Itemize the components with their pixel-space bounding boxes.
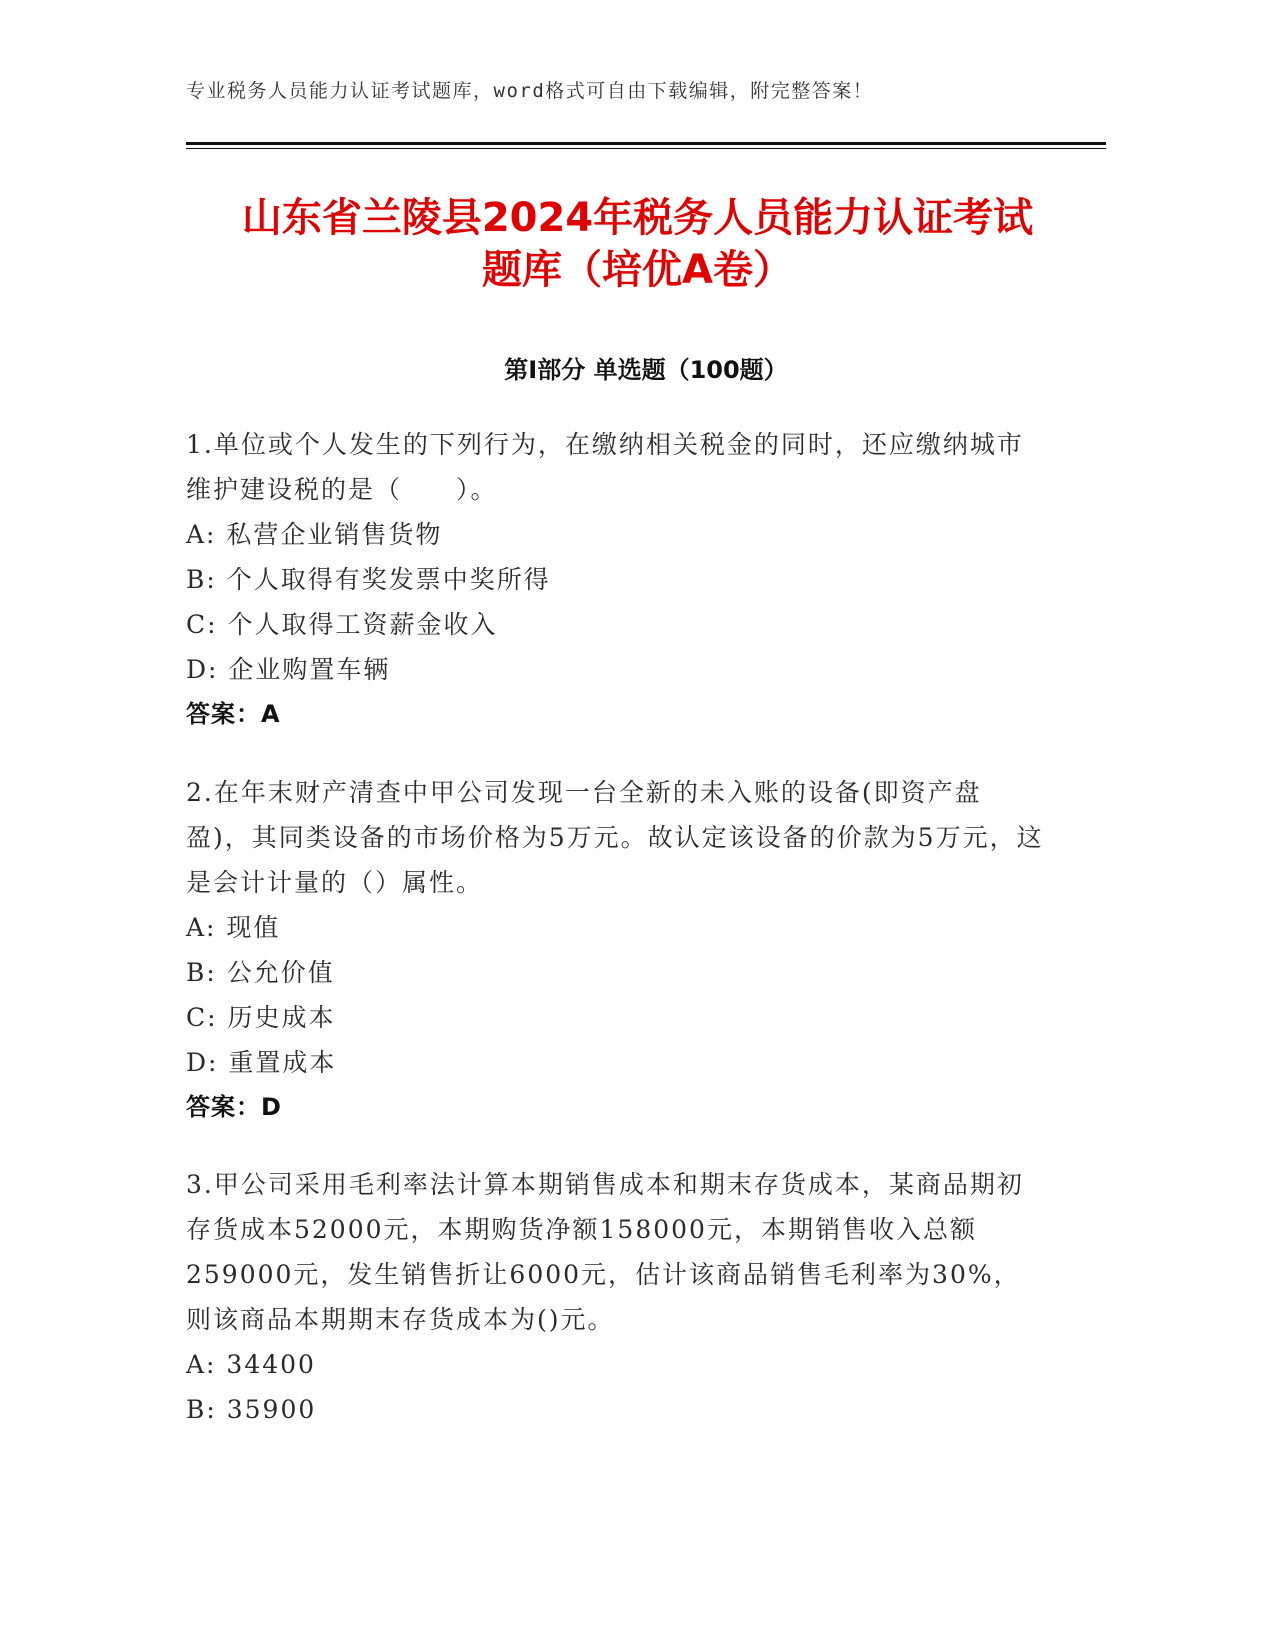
question-text: 3.甲公司采用毛利率法计算本期销售成本和期末存货成本，某商品期初存货成本52000元，本期购货净额158000元，本期销售收入总额259000元，发生销售折让6000元，估计该商品销售毛利率为30%，则该商品本期期末存货成本为()元。 <box>186 1170 1024 1334</box>
option-b: B: 35900 <box>186 1395 317 1424</box>
option-c: C: 个人取得工资薪金收入 <box>186 610 498 639</box>
option-a: A: 私营企业销售货物 <box>186 520 443 549</box>
option-c: C: 历史成本 <box>186 1003 336 1032</box>
option-d: D: 企业购置车辆 <box>186 655 391 684</box>
question-3 <box>186 1162 1046 1432</box>
title-line-1: 山东省兰陵县2024年税务人员能力认证考试 <box>241 195 1034 241</box>
header-rule-thick <box>186 142 1106 145</box>
answer: 答案：D <box>186 1093 282 1121</box>
question-text: 2.在年末财产清查中甲公司发现一台全新的未入账的设备(即资产盘盈)，其同类设备的市场价格为5万元。故认定该设备的价款为5万元，这是会计计量的（）属性。 <box>186 778 1044 897</box>
question-1 <box>186 422 1046 737</box>
title-line-2: 题库（培优A卷） <box>482 247 793 293</box>
answer: 答案：A <box>186 700 281 728</box>
section-heading: 第Ⅰ部分 单选题（100题） <box>504 356 788 384</box>
question-2 <box>186 770 1046 1130</box>
option-d: D: 重置成本 <box>186 1048 337 1077</box>
option-b: B: 个人取得有奖发票中奖所得 <box>186 565 551 594</box>
option-b: B: 公允价值 <box>186 958 335 987</box>
header-rule-thin <box>186 148 1106 149</box>
option-a: A: 现值 <box>186 913 281 942</box>
header-note: 专业税务人员能力认证考试题库，word格式可自由下载编辑，附完整答案！ <box>186 80 874 102</box>
option-a: A: 34400 <box>186 1350 316 1379</box>
question-text: 1.单位或个人发生的下列行为，在缴纳相关税金的同时，还应缴纳城市维护建设税的是（ ）。 <box>186 430 1024 504</box>
page-title <box>150 192 1125 296</box>
